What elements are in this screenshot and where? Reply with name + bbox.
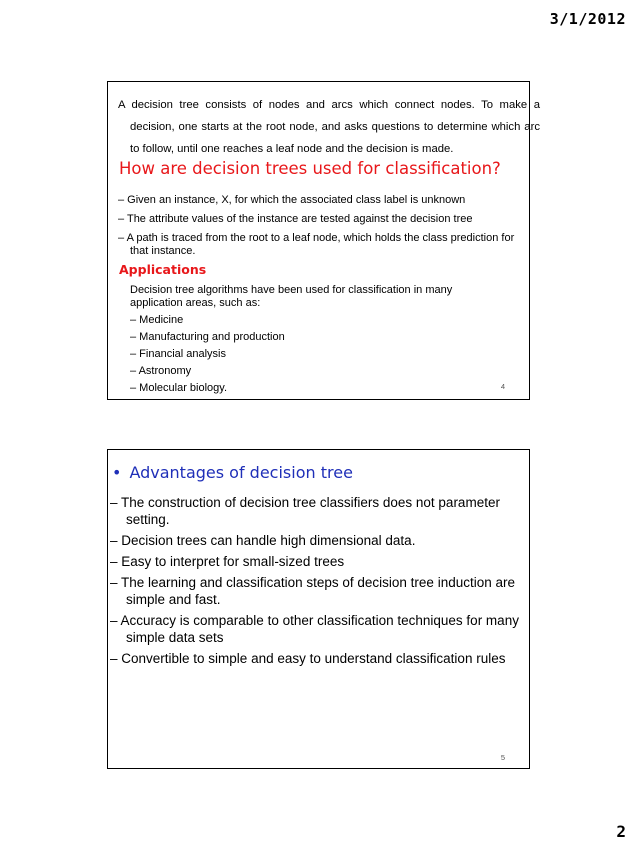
list-item: – A path is traced from the root to a leaf node, which holds the class prediction for that instance. bbox=[118, 232, 515, 257]
slide-4 bbox=[107, 81, 540, 400]
applications-list bbox=[130, 312, 285, 397]
slide-number: 4 bbox=[500, 382, 505, 391]
list-item: – The learning and classification steps of decision tree induction are simple and fast. bbox=[110, 575, 515, 607]
list-item: – Easy to interpret for small-sized trees bbox=[110, 554, 345, 569]
advantages-list bbox=[110, 494, 528, 671]
list-item: – Decision trees can handle high dimensional data. bbox=[110, 533, 416, 548]
list-item: – Molecular biology. bbox=[130, 382, 228, 394]
slide-5 bbox=[107, 449, 530, 769]
slide-number: 5 bbox=[500, 753, 505, 762]
bullet-icon: • bbox=[112, 463, 122, 482]
advantages-heading bbox=[112, 463, 353, 482]
classification-heading: How are decision trees used for classification? bbox=[119, 159, 501, 178]
advantages-heading-text: Advantages of decision tree bbox=[129, 463, 353, 482]
classification-steps-list bbox=[118, 194, 528, 264]
list-item: – Astronomy bbox=[130, 365, 192, 377]
list-item: – The construction of decision tree classifiers does not parameter setting. bbox=[110, 495, 500, 527]
decision-tree-intro: A decision tree consists of nodes and arcs which connect nodes. To make a decision, one starts at the root node, and asks questions to determine which arc to follow, until one reaches a leaf node and the decision is made. bbox=[118, 99, 540, 155]
list-item: – The attribute values of the instance are tested against the decision tree bbox=[118, 213, 473, 225]
page-number: 2 bbox=[616, 822, 626, 841]
list-item: – Convertible to simple and easy to understand classification rules bbox=[110, 651, 506, 666]
list-item: – Financial analysis bbox=[130, 348, 226, 360]
applications-intro: Decision tree algorithms have been used for classification in many application areas, such as: bbox=[130, 284, 453, 309]
list-item: – Medicine bbox=[130, 314, 184, 326]
list-item: – Manufacturing and production bbox=[130, 331, 285, 343]
list-item: – Accuracy is comparable to other classification techniques for many simple data sets bbox=[110, 613, 519, 645]
list-item: – Given an instance, X, for which the associated class label is unknown bbox=[118, 194, 466, 206]
applications-heading: Applications bbox=[119, 262, 207, 277]
page-date: 3/1/2012 bbox=[549, 10, 626, 28]
